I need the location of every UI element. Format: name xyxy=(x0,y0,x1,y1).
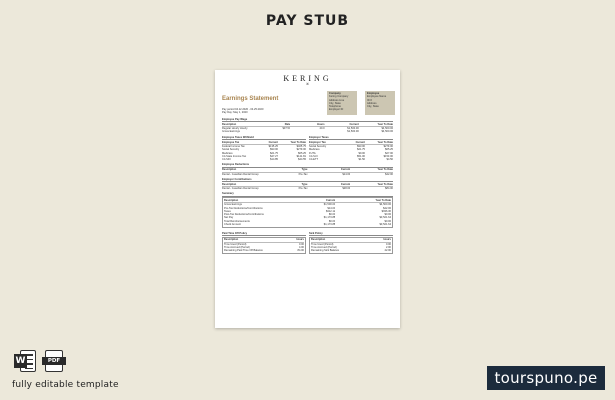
cell: Dental - Guardian Dental Group xyxy=(222,172,259,176)
section-title: Employee Deductions xyxy=(222,163,393,167)
paid-time-off-table xyxy=(222,232,306,254)
cell: Medicare xyxy=(222,151,233,155)
cell: 4.00 xyxy=(298,245,304,249)
section-title: Employee Taxes Withheld xyxy=(222,136,306,140)
pay-stub-document xyxy=(215,70,400,328)
cell: Taxes xyxy=(224,209,231,213)
column-header: Year To Date xyxy=(377,140,393,144)
table-row xyxy=(222,130,393,133)
cell: Remaining Paid Time Off Balance xyxy=(224,249,263,253)
cell: 0.00 xyxy=(298,242,304,246)
pay-period: Pay period 04.12.2020 - 04.25.2020 xyxy=(222,108,264,111)
column-header: Hours xyxy=(317,122,325,126)
column-header: Description xyxy=(224,238,239,242)
cell: Time Accrued (Period) xyxy=(311,245,337,249)
cell: $279.00 xyxy=(296,148,306,152)
cell: $312.12 xyxy=(325,209,336,213)
deductions-section xyxy=(219,163,396,175)
cell: Regular Hourly Hourly xyxy=(222,127,248,131)
cell: Time Used (Period) xyxy=(224,242,247,246)
statement-header xyxy=(219,86,396,116)
cell: $42.00 xyxy=(383,206,392,210)
cell: $51.00 xyxy=(357,154,365,158)
cell: 84.00 xyxy=(297,249,304,253)
cell: Post-Tax Deductions/Contributions xyxy=(224,213,264,217)
column-header: Year To Date xyxy=(377,168,393,172)
caption-text: fully editable template xyxy=(12,380,119,390)
cell: Medicare xyxy=(309,148,320,152)
section-title: Employer Contributions xyxy=(222,178,393,182)
employer-tax-table xyxy=(309,136,393,162)
cell: $27.00 xyxy=(385,151,393,155)
cell: $44.55 xyxy=(298,158,306,162)
table-row xyxy=(309,158,393,161)
cell: $405.75 xyxy=(296,144,306,148)
cell: Pre-Tax xyxy=(298,187,308,191)
column-header: Current xyxy=(355,140,365,144)
cell: Net Pay xyxy=(224,216,234,220)
cell: $14.85 xyxy=(270,158,278,162)
cell: CA SDI xyxy=(222,158,231,162)
column-header: Current xyxy=(340,168,351,172)
company-line: City, State xyxy=(329,101,341,105)
withheld-table xyxy=(222,136,306,162)
column-header: Type xyxy=(301,168,308,172)
cell: $4,500.00 xyxy=(379,203,392,207)
cell: $3,521.64 xyxy=(379,216,392,220)
cell: $1,173.88 xyxy=(323,216,336,220)
cell: 42.00 xyxy=(384,249,391,253)
time-off-section xyxy=(219,232,396,254)
column-header: Current xyxy=(325,198,336,202)
logo-emblem-icon: ⌘ xyxy=(306,82,309,86)
table-row xyxy=(224,223,391,226)
company-line: Telephone xyxy=(329,105,341,109)
column-header: Description xyxy=(222,168,237,172)
table-row xyxy=(222,187,393,190)
file-format-icons xyxy=(12,348,66,374)
employee-line: City, State xyxy=(367,105,379,109)
cell: Remaining Sick Balance xyxy=(311,249,340,253)
cell: Gross Earnings xyxy=(224,203,242,207)
cell: $37.50 xyxy=(282,127,291,131)
cell: Gross Earnings xyxy=(222,130,240,134)
pto-box xyxy=(222,237,306,254)
word-letter: W xyxy=(15,356,26,366)
company-logo: KERING xyxy=(283,74,332,83)
contributions-section xyxy=(219,178,396,190)
column-header: Current xyxy=(340,182,351,186)
cell: $47.27 xyxy=(270,154,278,158)
employee-line: Address xyxy=(367,101,377,105)
cell: Social Security xyxy=(222,148,240,152)
cell: 40.0 xyxy=(319,127,325,131)
column-header: Current xyxy=(349,122,359,126)
column-header: Employee Tax xyxy=(222,140,240,144)
cell: Pre-Tax Deductions/Contributions xyxy=(224,206,263,210)
cell: $4,500.00 xyxy=(381,130,394,134)
cell: $4.50 xyxy=(386,158,393,162)
cell: $0.00 xyxy=(328,213,336,217)
cell: Time Accrued (Period) xyxy=(224,245,250,249)
cell: $4,500.00 xyxy=(381,127,394,131)
table-row xyxy=(224,249,304,252)
employee-line: Employee Name xyxy=(367,95,387,99)
cell: $1,173.88 xyxy=(323,222,336,226)
cell: Social Security xyxy=(309,144,327,148)
company-line: Address Line xyxy=(329,98,345,102)
sick-box xyxy=(309,237,393,254)
cell: Dental - Guardian Dental Group xyxy=(222,187,259,191)
pay-day: Pay Day: May 1, 2020 xyxy=(222,111,248,115)
cell: Total Reimbursements xyxy=(224,219,250,223)
column-header: Rate xyxy=(284,122,291,126)
column-header: Hours xyxy=(383,238,391,242)
cell: CA ETT xyxy=(309,158,319,162)
cell: $1.50 xyxy=(358,158,365,162)
cell: $21.75 xyxy=(357,148,365,152)
taxes-section xyxy=(219,136,396,162)
brand-badge[interactable]: tourspuno.pe xyxy=(487,366,605,390)
cell: $135.25 xyxy=(268,144,278,148)
cell xyxy=(290,130,324,133)
column-header: Description xyxy=(222,122,237,126)
column-header: Description xyxy=(224,198,239,202)
cell: $65.25 xyxy=(298,151,306,155)
cell: FUTA xyxy=(309,151,316,155)
cell: Check Amount xyxy=(224,222,241,226)
column-header: Year To Date xyxy=(375,198,392,202)
cell: $84.00 xyxy=(385,187,393,191)
statement-title: Earnings Statement xyxy=(222,96,279,102)
cell: $21.75 xyxy=(270,151,278,155)
cell: Pre-Tax xyxy=(298,172,308,176)
section-title: Employee Pay Wage xyxy=(222,118,393,122)
summary-section xyxy=(219,192,396,227)
pdf-label: PDF xyxy=(42,357,66,365)
company-line: Kering Company xyxy=(329,95,349,99)
cell: $936.36 xyxy=(381,209,392,213)
cell: $14.00 xyxy=(327,206,336,210)
cell: $1,500.00 xyxy=(323,203,336,207)
cell: $0.00 xyxy=(384,213,392,217)
cell: $9.00 xyxy=(358,151,365,155)
company-line: Employer ID xyxy=(329,108,344,112)
column-header: Type xyxy=(301,182,308,186)
cell: CA SUI xyxy=(309,154,318,158)
table-row xyxy=(222,158,306,161)
word-file-icon xyxy=(12,348,38,374)
cell: $14.00 xyxy=(342,172,351,176)
section-title: Sick Policy xyxy=(309,232,393,236)
cell: $279.00 xyxy=(383,144,393,148)
cell: Federal Income Tax xyxy=(222,144,245,148)
cell: $1,500.00 xyxy=(347,130,359,134)
column-header: Current xyxy=(268,140,278,144)
employee-box-title: Employee xyxy=(367,92,380,95)
cell: $65.25 xyxy=(385,148,393,152)
cell: $153.00 xyxy=(383,154,393,158)
employee-pay-section xyxy=(219,118,396,134)
cell xyxy=(256,130,290,133)
cell: $1,500.00 xyxy=(347,127,359,131)
section-title: Summary xyxy=(222,192,393,196)
pdf-file-icon xyxy=(42,348,66,374)
cell: $0.00 xyxy=(384,219,392,223)
table-row xyxy=(311,249,391,252)
column-header: Description xyxy=(222,182,237,186)
cell: $3,521.64 xyxy=(379,222,392,226)
column-header: Employer Tax xyxy=(309,140,326,144)
cell: 2.00 xyxy=(385,245,391,249)
column-header: Year To Date xyxy=(377,122,394,126)
cell: $0.00 xyxy=(328,219,336,223)
cell: $141.81 xyxy=(296,154,306,158)
employee-box xyxy=(365,91,395,115)
column-header: Year To Date xyxy=(290,140,306,144)
cell: $28.00 xyxy=(342,187,351,191)
sick-policy-table xyxy=(309,232,393,254)
column-header: Description xyxy=(311,238,326,242)
summary-table xyxy=(222,197,393,228)
page-heading: PAY STUB xyxy=(265,13,350,29)
cell: $93.00 xyxy=(270,148,278,152)
cell: 0.00 xyxy=(385,242,391,246)
company-box xyxy=(327,91,357,115)
column-header: Year To Date xyxy=(377,182,393,186)
section-title: Paid Time Off Policy xyxy=(222,232,306,236)
cell: Time Used (Period) xyxy=(311,242,334,246)
company-box-title: Company xyxy=(329,92,341,95)
cell: CA State Income Tax xyxy=(222,154,247,158)
table-row xyxy=(222,173,393,176)
employee-line: ID # xyxy=(367,98,372,102)
section-title: Employer Taxes xyxy=(309,136,393,140)
cell: $93.00 xyxy=(357,144,365,148)
cell: $42.00 xyxy=(385,172,393,176)
column-header: Hours xyxy=(296,238,304,242)
